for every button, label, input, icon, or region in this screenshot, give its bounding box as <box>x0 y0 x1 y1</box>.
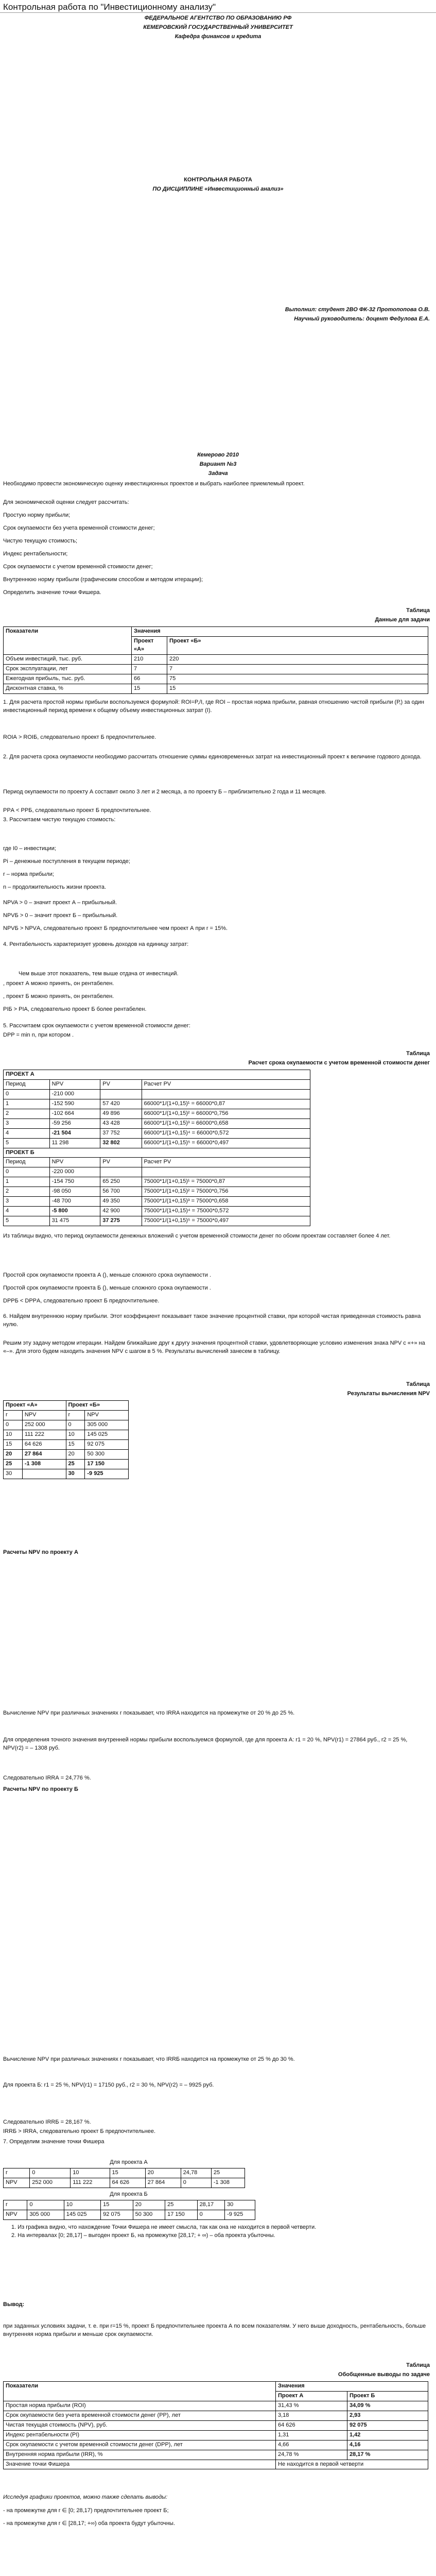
summary-table <box>3 2381 430 2469</box>
table-cell: 0 <box>4 1167 50 1177</box>
table-cell: 75000*1/(1+0,15)¹ = 75000*0,87 <box>142 1177 310 1187</box>
table-cell: 50 300 <box>133 2210 165 2219</box>
project-a-title: ПРОЕКТ А <box>4 1070 310 1080</box>
section-1: 1. Для расчета простой нормы прибыли воспользуемся формулой: ROI=P,/I, где ROI – простая норма прибыли, равная отношению чистой прибыли (Р,) за один инвестиционный период времени к общему объему инвестиционных затрат (I). <box>3 699 424 714</box>
table-row <box>4 2210 255 2219</box>
dpp-table <box>3 1070 312 1226</box>
table-cell: 1 <box>4 1099 50 1109</box>
task-item: Срок окупаемости с учетом временной стоимости денег; <box>3 563 153 570</box>
table-row <box>4 2178 245 2188</box>
table-cell: 43 428 <box>100 1118 142 1128</box>
city-year: Кемерово 2010 <box>197 452 239 458</box>
irr-a-result: Следовательно IRRА = 24,776 %. <box>3 1775 91 1781</box>
irr-b-result: Следовательно IRRБ = 28,167 %. <box>3 2119 91 2125</box>
table-cell: 305 000 <box>27 2210 64 2219</box>
table-cell: 64 626 <box>110 2178 145 2188</box>
column-header: PV <box>100 1158 142 1167</box>
table-cell: 7 <box>167 664 428 674</box>
final-line: - на промежутке для r ∈ [0; 28,17) предпочтительнее проект Б; <box>3 2507 169 2514</box>
table-cell: 92 075 <box>85 1439 129 1449</box>
table-cell: r <box>4 2168 30 2178</box>
table-cell: 31,43 % <box>276 2401 347 2411</box>
table-cell: 111 222 <box>71 2178 110 2188</box>
column-header: Проект А <box>276 2391 347 2401</box>
fisher-b-caption: Для проекта Б <box>110 2191 148 2197</box>
task-item: Простую норму прибыли; <box>3 512 71 518</box>
table-row <box>4 684 428 693</box>
table-cell: -59 256 <box>49 1118 100 1128</box>
table-cell: 92 075 <box>101 2210 133 2219</box>
table-cell: 20 <box>66 1449 85 1459</box>
table-row <box>4 2430 428 2440</box>
table-cell: 10 <box>71 2168 110 2178</box>
table-row <box>4 664 428 674</box>
table-cell: 5 <box>4 1216 50 1226</box>
table-cell: Внутренняя норма прибыли (IRR), % <box>4 2450 276 2460</box>
fisher-table-b <box>3 2200 260 2220</box>
column-header: Период <box>4 1079 50 1089</box>
irr-b-text: Вычисление NPV при различных значениях r показывает, что IRRБ находится на промежутке от 25 % до 30 %. <box>3 2056 295 2062</box>
irr-a-formula-text: Для определения точного значения внутренней нормы прибыли воспользуемся формулой, где для проекта А: r1 = 20 %, NPV(r1) = 27864 руб., r2 = 25 %, NPV(r2) = – 1308 руб. <box>3 1737 408 1751</box>
table-cell: 75000*1/(1+0,15)⁴ = 75000*0,572 <box>142 1207 310 1216</box>
dpp-line: Простой срок окупаемости проекта А (), меньше сложного срока окупаемости . <box>3 1272 212 1278</box>
table-cell: 15 <box>101 2200 133 2210</box>
table-cell: 56 700 <box>100 1187 142 1197</box>
input-data-table <box>3 626 430 694</box>
section-5: 5. Рассчитаем срок окупаемости с учетом временной стоимости денег: <box>3 1023 190 1029</box>
table-cell: 15 <box>132 684 167 693</box>
table-cell: 2 <box>4 1187 50 1197</box>
table-cell: 7 <box>132 664 167 674</box>
table-row <box>4 1128 310 1138</box>
npv-line: NPVБ > 0 – значит проект Б – прибыльный. <box>3 912 118 919</box>
project-b-title: ПРОЕКТ Б <box>4 1148 310 1158</box>
table-row <box>4 1216 310 1226</box>
dpp-definition: DPP = min n, при котором . <box>3 1032 74 1038</box>
table-cell: 0 <box>4 1089 50 1099</box>
task-label: Задача <box>208 470 228 477</box>
task-intro: Необходимо провести экономическую оценку инвестиционных проектов и выбрать наиболее приемлемый проект. <box>3 481 305 487</box>
table-cell: 28,17 <box>197 2200 225 2210</box>
table-cell: -1 308 <box>211 2178 245 2188</box>
dpp-results <box>3 1272 429 1310</box>
table-cell: -98 050 <box>49 1187 100 1197</box>
table-cell <box>142 1167 310 1177</box>
table-cell: 17 150 <box>85 1459 129 1469</box>
table-cell: 4 <box>4 1207 50 1216</box>
table-cell: 252 000 <box>30 2178 71 2188</box>
table-cell: 1,31 <box>276 2430 347 2440</box>
variable-line: Рi – денежные поступления в текущем периоде; <box>3 858 130 865</box>
table-cell: 32 802 <box>100 1138 142 1148</box>
task-list <box>3 499 429 602</box>
fisher-table-a <box>3 2168 260 2188</box>
table-cell: -152 590 <box>49 1099 100 1109</box>
table-row <box>4 2401 428 2411</box>
table-cell: 75000*1/(1+0,15)⁵ = 75000*0,497 <box>142 1216 310 1226</box>
table-cell: 34,09 % <box>347 2401 428 2411</box>
department-name: Кафедра финансов и кредита <box>175 33 261 40</box>
npv-a-heading: Расчеты NPV по проекту А <box>3 1549 78 1555</box>
irr-a-text: Вычисление NPV при различных значениях r показывает, что IRRA находится на промежутке от 20 % до 25 %. <box>3 1710 295 1716</box>
table-cell: Дисконтная ставка, % <box>4 684 132 693</box>
task-item: Срок окупаемости без учета временной стоимости денег; <box>3 524 155 531</box>
table-cell: 15 <box>110 2168 145 2178</box>
column-header: Проект «Б» <box>66 1401 128 1411</box>
table-row <box>4 1449 129 1459</box>
dpp-line: DPPБ < DPPА, следовательно проект Б предпочтительнее. <box>3 1297 160 1304</box>
table-cell: 66000*1/(1+0,15)⁵ = 66000*0,497 <box>142 1138 310 1148</box>
table-cell: 2,93 <box>347 2411 428 2420</box>
irr-b-formula-text: Для проекта Б: r1 = 25 %, NPV(r1) = 17150 руб., r2 = 30 %, NPV(r2) = – 9925 руб. <box>3 2082 214 2088</box>
table-cell: 20 <box>145 2168 181 2178</box>
table-cell <box>142 1089 310 1099</box>
table-cell: 1,42 <box>347 2430 428 2440</box>
variable-line: n – продолжительность жизни проекта. <box>3 884 107 890</box>
final-conclusions <box>3 2507 429 2533</box>
table-cell: 3 <box>4 1118 50 1128</box>
table-row <box>4 1469 129 1479</box>
table-cell: 20 <box>4 1449 23 1459</box>
table-row <box>4 674 428 684</box>
npv-results <box>3 899 429 938</box>
table-cell: 305 000 <box>85 1420 129 1430</box>
table-cell: 2 <box>4 1109 50 1118</box>
column-header: Значения <box>132 627 428 637</box>
fisher-note: 2. На интервалах [0; 28,17] – выгоден проект Б, на промежутке [28,17; + ∞) – оба проекта убыточны. <box>11 2232 275 2239</box>
table-cell: 37 275 <box>100 1216 142 1226</box>
table-cell: -154 750 <box>49 1177 100 1187</box>
university-name: КЕМЕРОВСКИЙ ГОСУДАРСТВЕННЫЙ УНИВЕРСИТЕТ <box>143 24 293 30</box>
table-cell: 49 896 <box>100 1109 142 1118</box>
table-row <box>4 1177 310 1187</box>
table-cell: 49 350 <box>100 1197 142 1207</box>
table-cell: 10 <box>4 1430 23 1439</box>
agency-name: ФЕДЕРАЛЬНОЕ АГЕНТСТВО ПО ОБРАЗОВАНИЮ РФ <box>144 15 292 21</box>
table-cell: 0 <box>27 2200 64 2210</box>
table-cell: 25 <box>66 1459 85 1469</box>
document-title: Контрольная работа по "Инвестиционному анализу" <box>3 2 216 12</box>
npv-variables <box>3 845 429 896</box>
table-cell: 75 <box>167 674 428 684</box>
column-header: NPV <box>49 1079 100 1089</box>
fisher-note-text: На интервалах [0; 28,17] – выгоден проект Б, на промежутке [28,17; + ∞) – оба проекта убыточны. <box>18 2232 275 2239</box>
column-header: Проект «Б» <box>167 636 428 654</box>
table-row <box>4 2440 428 2450</box>
dpp-text: Из таблицы видно, что период окупаемости денежных вложений с учетом временной стоимости денег по обоим проектам составляет более 4 лет. <box>3 1233 391 1239</box>
fisher-a-caption: Для проекта А <box>110 2159 148 2165</box>
section-7: 7. Определим значение точки Фишера <box>3 2139 104 2145</box>
column-header: Проект Б <box>347 2391 428 2401</box>
table-row <box>4 2411 428 2420</box>
summary-table-caption: Обобщенные выводы по задаче <box>338 2371 430 2378</box>
table-row <box>4 2168 245 2178</box>
table-cell: 92 075 <box>347 2420 428 2430</box>
table-cell <box>100 1089 142 1099</box>
irr-table <box>3 1400 132 1479</box>
final-intro: Исследуя графики проектов, можно также сделать выводы: <box>3 2494 168 2500</box>
task-item: Внутреннюю норму прибыли (графическим способом и методом итерации); <box>3 576 203 583</box>
section-3: 3. Рассчитаем чистую текущую стоимость: <box>3 817 116 823</box>
table-cell: 66000*1/(1+0,15)² = 66000*0,756 <box>142 1109 310 1118</box>
table-cell: -9 925 <box>225 2210 255 2219</box>
dpp-line: Простой срок окупаемости проекта Б (), меньше сложного срока окупаемости . <box>3 1284 211 1291</box>
table-row <box>4 1109 310 1118</box>
table-cell: 30 <box>66 1469 85 1479</box>
npv-line: NPVБ > NPVА, следовательно проект Б предпочтительнее чем проект А при r = 15%. <box>3 925 228 931</box>
table-cell: 27 864 <box>145 2178 181 2188</box>
table-cell: Индекс рентабельности (PI) <box>4 2430 276 2440</box>
payback-text: Период окупаемости по проекту А составит около 3 лет и 2 месяца, а по проекту Б – приблизительно 2 года и 11 месяцев. <box>3 789 326 795</box>
section-6-method: Решим эту задачу методом итерации. Найдем ближайшие друг к другу значения процентной ставки, удовлетворяющие условию изменения знака NPV с «+» на «–». Для этого будем находить значения NPV с шагом в 5 %. Результаты вычислений занесем в таблицу. <box>3 1340 425 1354</box>
column-header: r <box>4 1410 23 1420</box>
table-cell: -48 700 <box>49 1197 100 1207</box>
table-cell: 20 <box>133 2200 165 2210</box>
table-cell: 42 900 <box>100 1207 142 1216</box>
table-cell <box>22 1469 66 1479</box>
column-header: Расчет PV <box>142 1158 310 1167</box>
table-caption: Данные для задачи <box>375 617 430 623</box>
table-cell: 10 <box>64 2200 100 2210</box>
table-cell: 3 <box>4 1197 50 1207</box>
table-row <box>4 1430 129 1439</box>
discipline-title: ПО ДИСЦИПЛИНЕ «Инвестиционный анализ» <box>152 186 284 192</box>
variable-line: r – норма прибыли; <box>3 871 54 877</box>
table-cell: 15 <box>167 684 428 693</box>
dpp-table-caption: Расчет срока окупаемости с учетом временной стоимости денег <box>248 1060 430 1066</box>
table-row <box>4 2200 255 2210</box>
fisher-note-text: Из графика видно, что нахождение Точки Фишера не имеет смысла, так как она не находится в первой четверти. <box>18 2224 317 2230</box>
table-cell: Срок окупаемости без учета временной стоимости денег (PP), лет <box>4 2411 276 2420</box>
table-row <box>4 1099 310 1109</box>
table-cell <box>100 1167 142 1177</box>
table-cell: -21 504 <box>49 1128 100 1138</box>
table-cell: NPV <box>4 2178 30 2188</box>
irr-table-label: Таблица <box>406 1381 430 1387</box>
table-cell: 64 626 <box>22 1439 66 1449</box>
table-cell: 30 <box>4 1469 23 1479</box>
table-row <box>4 1459 129 1469</box>
table-cell: NPV <box>4 2210 27 2219</box>
table-cell: 252 000 <box>22 1420 66 1430</box>
table-cell: 111 222 <box>22 1430 66 1439</box>
column-header: Показатели <box>4 627 132 655</box>
table-cell: 27 864 <box>22 1449 66 1459</box>
column-header: Расчет PV <box>142 1079 310 1089</box>
task-item: Определить значение точки Фишера. <box>3 589 101 596</box>
table-cell: 220 <box>167 654 428 664</box>
table-cell: 15 <box>4 1439 23 1449</box>
table-cell: Не находится в первой четверти <box>276 2460 428 2469</box>
table-cell: Срок окупаемости с учетом временной стоимости денег (DPP), лет <box>4 2440 276 2450</box>
task-item: Индекс рентабельности; <box>3 550 68 557</box>
summary-table-label: Таблица <box>406 2362 430 2368</box>
table-row <box>4 2450 428 2460</box>
table-row <box>4 1118 310 1128</box>
table-row <box>4 1420 129 1430</box>
table-cell: -9 925 <box>85 1469 129 1479</box>
table-cell: 1 <box>4 1177 50 1187</box>
column-header: Показатели <box>4 2382 276 2401</box>
table-cell: 15 <box>66 1439 85 1449</box>
table-cell: 25 <box>165 2200 197 2210</box>
table-cell: 24,78 <box>181 2168 211 2178</box>
table-cell: 145 025 <box>64 2210 100 2219</box>
table-cell: 4,66 <box>276 2440 347 2450</box>
pi-note: Чем выше этот показатель, тем выше отдача от инвестиций. <box>19 971 179 977</box>
column-header: NPV <box>85 1410 129 1420</box>
author-line: Выполнил: студент 2ВО ФК-32 Протопопова О.В. <box>285 307 430 313</box>
table-cell: 66000*1/(1+0,15)⁴ = 66000*0,572 <box>142 1128 310 1138</box>
table-row <box>4 1207 310 1216</box>
table-cell: Объем инвестиций, тыс. руб. <box>4 654 132 664</box>
table-cell: Ежегодная прибыль, тыс. руб. <box>4 674 132 684</box>
table-cell: 4,16 <box>347 2440 428 2450</box>
table-cell: 25 <box>4 1459 23 1469</box>
variant-label: Вариант №3 <box>199 461 237 467</box>
table-cell: 11 298 <box>49 1138 100 1148</box>
pp-conclusion: PPА < PPБ, следовательно проект Б предпочтительнее. <box>3 807 151 814</box>
table-row <box>4 1167 310 1177</box>
table-row <box>4 2420 428 2430</box>
irr-table-caption: Результаты вычисления NPV <box>347 1391 430 1397</box>
table-cell: Чистая текущая стоимость (NPV), руб. <box>4 2420 276 2430</box>
column-header: PV <box>100 1079 142 1089</box>
table-cell: 28,17 % <box>347 2450 428 2460</box>
variable-line: где I0 – инвестиции; <box>3 845 56 852</box>
column-header: NPV <box>22 1410 66 1420</box>
table-cell: 57 420 <box>100 1099 142 1109</box>
table-cell: 0 <box>197 2210 225 2219</box>
column-header: Период <box>4 1158 50 1167</box>
table-cell: -220 000 <box>49 1167 100 1177</box>
table-label: Таблица <box>406 607 430 614</box>
table-cell: -5 800 <box>49 1207 100 1216</box>
table-row <box>4 1439 129 1449</box>
table-cell: 0 <box>181 2178 211 2188</box>
table-cell: 17 150 <box>165 2210 197 2219</box>
table-cell: Срок эксплуатации, лет <box>4 664 132 674</box>
table-cell: Простая норма прибыли (ROI) <box>4 2401 276 2411</box>
table-row <box>4 1187 310 1197</box>
column-header: Проект «А» <box>4 1401 66 1411</box>
table-row <box>4 1089 310 1099</box>
column-header: Значения <box>276 2382 428 2392</box>
table-cell: 64 626 <box>276 2420 347 2430</box>
table-row <box>4 654 428 664</box>
table-row <box>4 2460 428 2469</box>
work-title: КОНТРОЛЬНАЯ РАБОТА <box>184 177 252 183</box>
conclusion-label: Вывод: <box>3 2301 25 2308</box>
table-cell: 3,18 <box>276 2411 347 2420</box>
table-cell: 4 <box>4 1128 50 1138</box>
pi-line: , проект А можно принять, он рентабелен. <box>3 980 114 987</box>
table-cell: 0 <box>30 2168 71 2178</box>
supervisor-line: Научный руководитель: доцент Федулова Е.А. <box>294 316 430 322</box>
table-cell: 66000*1/(1+0,15)¹ = 66000*0,87 <box>142 1099 310 1109</box>
table-cell: 66 <box>132 674 167 684</box>
roi-conclusion: ROIА > ROIБ, следовательно проект Б предпочтительнее. <box>3 734 156 740</box>
table-cell: 24,78 % <box>276 2450 347 2460</box>
section-4: 4. Рентабельность характеризует уровень доходов на единицу затрат: <box>3 941 189 947</box>
npv-b-heading: Расчеты NPV по проекту Б <box>3 1786 78 1792</box>
table-cell: 10 <box>66 1430 85 1439</box>
section-2: 2. Для расчета срока окупаемости необходимо рассчитать отношение суммы единовременных затрат на инвестиционный проект к величине годового дохода. <box>3 754 422 760</box>
table-cell: 50 300 <box>85 1449 129 1459</box>
table-cell: 145 025 <box>85 1430 129 1439</box>
table-cell: -102 664 <box>49 1109 100 1118</box>
table-cell: 37 752 <box>100 1128 142 1138</box>
table-cell: Значение точки Фишера <box>4 2460 276 2469</box>
table-cell: r <box>4 2200 27 2210</box>
column-header: r <box>66 1410 85 1420</box>
dpp-table-label: Таблица <box>406 1050 430 1057</box>
task-item: Чистую текущую стоимость; <box>3 537 78 544</box>
pi-line: , проект Б можно принять, он рентабелен. <box>3 993 114 999</box>
section-6: 6. Найдем внутреннюю норму прибыли. Этот коэффициент показывает такое значение процентной ставки, при которой чистая приведенная стоимость равна нулю. <box>3 1313 421 1328</box>
irr-comparison: IRRБ > IRRА, следовательно проект Б предпочтительнее. <box>3 2128 155 2134</box>
table-cell: 66000*1/(1+0,15)³ = 66000*0,658 <box>142 1118 310 1128</box>
title-divider <box>0 12 436 13</box>
table-cell: 75000*1/(1+0,15)³ = 75000*0,658 <box>142 1197 310 1207</box>
pi-line: PIБ > PIА, следовательно проект Б более рентабелен. <box>3 1006 147 1012</box>
table-cell: 5 <box>4 1138 50 1148</box>
final-line: - на промежутке для r ∈ [28,17; +∞) оба проекта будут убыточны. <box>3 2520 176 2527</box>
fisher-note: 1. Из графика видно, что нахождение Точки Фишера не имеет смысла, так как она не находится в первой четверти. <box>11 2224 317 2230</box>
table-cell: -210 000 <box>49 1089 100 1099</box>
pi-results <box>3 980 429 1019</box>
fisher-notes <box>3 2224 429 2240</box>
task-list-intro: Для экономической оценки следует рассчитать: <box>3 499 129 505</box>
table-row <box>4 1197 310 1207</box>
conclusion-text: при заданных условиях задачи, т. е. при r=15 %, проект Б предпочтительнее проекта А по всем показателям. У него выше доходность, рентабельность, больше внутренняя норма прибыли и меньше срок окупаемости. <box>3 2323 426 2337</box>
column-header: NPV <box>49 1158 100 1167</box>
table-row <box>4 1138 310 1148</box>
table-cell: -1 308 <box>22 1459 66 1469</box>
npv-line: NPVA > 0 – значит проект А – прибыльный. <box>3 900 117 906</box>
table-cell: 31 475 <box>49 1216 100 1226</box>
table-cell: 25 <box>211 2168 245 2178</box>
table-cell: 65 250 <box>100 1177 142 1187</box>
table-cell: 210 <box>132 654 167 664</box>
table-cell: 30 <box>225 2200 255 2210</box>
column-header: Проект «А» <box>132 636 167 654</box>
table-cell: 75000*1/(1+0,15)² = 75000*0,756 <box>142 1187 310 1197</box>
table-cell: 0 <box>66 1420 85 1430</box>
table-cell: 0 <box>4 1420 23 1430</box>
